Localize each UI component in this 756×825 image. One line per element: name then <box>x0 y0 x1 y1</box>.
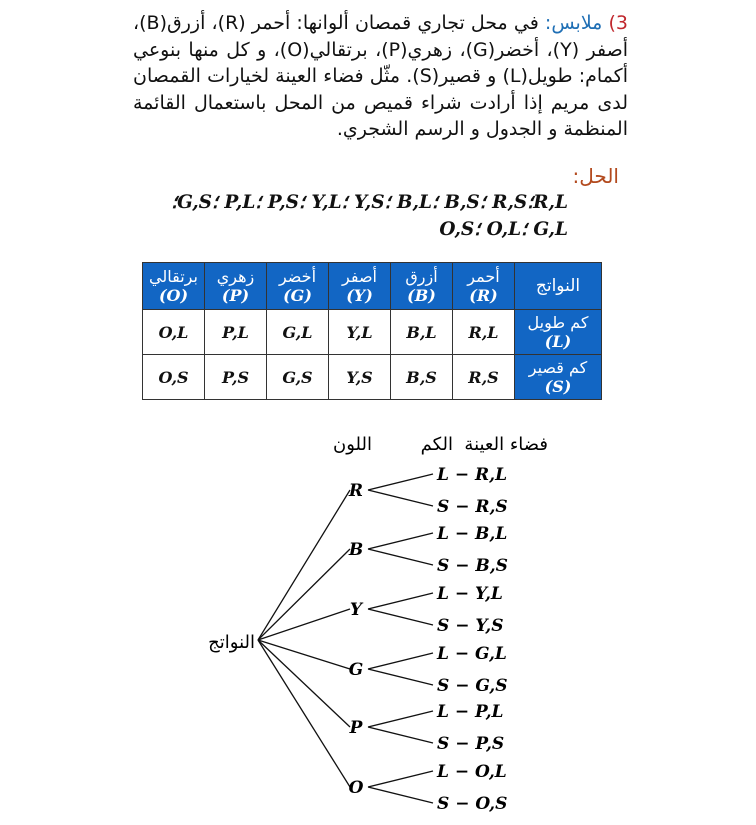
tree-leaf-outcome: L − G,L <box>437 644 507 664</box>
tree-branch-color-to-leaf <box>368 549 433 565</box>
tree-branch-color-to-leaf <box>368 787 433 803</box>
tree-leaf-outcome: L − Y,L <box>437 584 503 604</box>
tree-leaf-outcome: L − P,L <box>437 702 504 722</box>
tree-leaf-outcome: S − G,S <box>437 676 508 696</box>
tree-leaf-outcome: L − R,L <box>437 465 508 485</box>
table-cell: B,S <box>391 355 453 400</box>
tree-branch-root-to-color <box>258 490 350 640</box>
tree-root-label: النواتج <box>208 632 255 653</box>
table-cell: P,L <box>205 310 267 355</box>
tree-header-sample-space: فضاء العينة <box>464 434 548 455</box>
tree-leaf-outcome: S − P,S <box>437 734 505 754</box>
problem-keyword: ملابس: <box>544 12 603 34</box>
table-cell: R,L <box>453 310 515 355</box>
tree-branch-color-to-leaf <box>368 609 433 625</box>
tree-nodes <box>348 465 508 814</box>
tree-branch-root-to-color <box>258 549 350 640</box>
tree-leaf-outcome: L − O,L <box>437 762 507 782</box>
tree-node-color: O <box>348 778 364 798</box>
tree-leaf-outcome: S − R,S <box>437 497 508 517</box>
tree-leaf-outcome: L − B,L <box>437 524 508 544</box>
tree-node-color: Y <box>349 600 363 620</box>
tree-branch-color-to-leaf <box>368 653 433 669</box>
table-corner-header: النواتج <box>515 263 602 310</box>
column-header-blue: أزرق (B) <box>391 263 453 310</box>
tree-node-color: R <box>348 481 364 501</box>
tree-branch-color-to-leaf <box>368 490 433 506</box>
tree-branch-root-to-color <box>258 609 350 640</box>
table-cell: Y,S <box>329 355 391 400</box>
table-cell: O,L <box>143 310 205 355</box>
tree-node-color: G <box>348 660 364 680</box>
tree-branch-color-to-leaf <box>368 533 433 549</box>
column-header-red: أحمر (R) <box>453 263 515 310</box>
row-header-short-sleeve: كم قصير (S) <box>515 355 602 400</box>
solution-label: الحل: <box>572 164 619 188</box>
tree-leaf-outcome: S − Y,S <box>437 616 504 636</box>
tree-branch-color-to-leaf <box>368 593 433 609</box>
tree-branch-color-to-leaf <box>368 711 433 727</box>
table-cell: Y,L <box>329 310 391 355</box>
outcomes-line-1: R,L؛R,S ؛B,S ؛B,L ؛Y,S ؛Y,L ؛P,S ؛P,L ؛G,S؛ <box>171 192 568 213</box>
column-header-orange: برتقالي (O) <box>143 263 205 310</box>
tree-branch-color-to-leaf <box>368 669 433 685</box>
table-cell: P,S <box>205 355 267 400</box>
problem-number: 3) <box>608 12 629 34</box>
column-header-green: أخضر (G) <box>267 263 329 310</box>
table-cell: O,S <box>143 355 205 400</box>
table-cell: G,L <box>267 310 329 355</box>
column-header-yellow: أصفر (Y) <box>329 263 391 310</box>
tree-branch-color-to-leaf <box>368 727 433 743</box>
problem-text: في محل تجاري قمصان ألوانها: أحمر (R)، أزرق(B)، أصفر (Y)، أخضر(G)، زهري(P)، برتقالي(O)، و كل منها بنوعي أكمام: طويل(L) و قصير(S). مثّل فضاء العينة لخيارات القمصان لدى مريم إذا أرادت شراء قميص من المحل باستعمال القائمة المنظمة و الجدول و الرسم الشجري. <box>133 12 629 140</box>
tree-leaf-outcome: S − O,S <box>437 794 508 814</box>
column-header-pink: زهري (P) <box>205 263 267 310</box>
table-cell: G,S <box>267 355 329 400</box>
tree-node-color: P <box>349 718 363 738</box>
tree-branch-color-to-leaf <box>368 771 433 787</box>
outcomes-line-2: G,L ؛O,L ؛O,S <box>439 219 568 240</box>
tree-node-color: B <box>348 540 364 560</box>
tree-branches <box>258 474 433 803</box>
tree-header-sleeve: الكم <box>420 434 453 455</box>
table-cell: R,S <box>453 355 515 400</box>
tree-branch-color-to-leaf <box>368 474 433 490</box>
row-header-long-sleeve: كم طويل (L) <box>515 310 602 355</box>
table-cell: B,L <box>391 310 453 355</box>
tree-branch-root-to-color <box>258 640 350 669</box>
tree-header-color: اللون <box>333 434 372 455</box>
tree-leaf-outcome: S − B,S <box>437 556 508 576</box>
